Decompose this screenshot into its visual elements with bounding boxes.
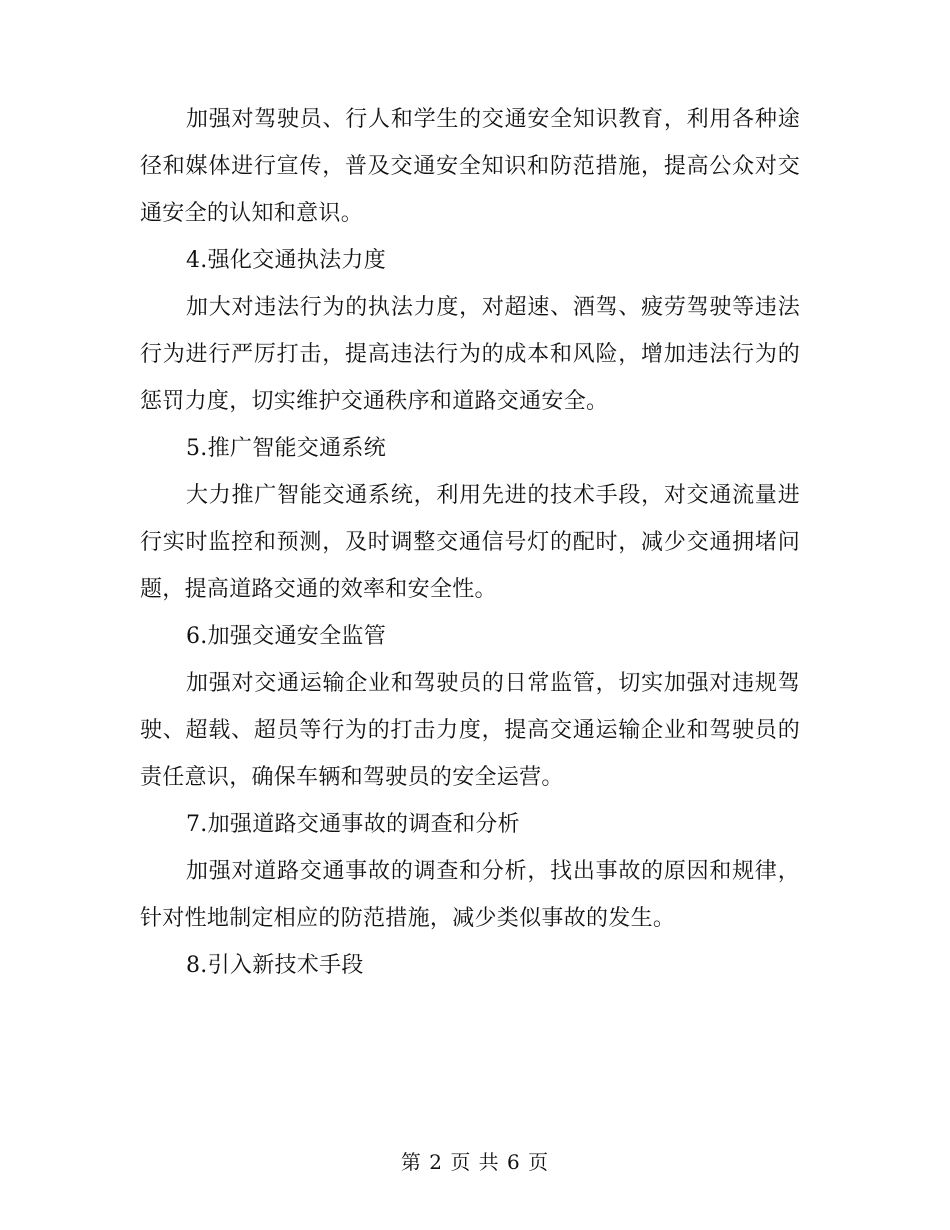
- section-heading-7: 7.加强道路交通事故的调查和分析: [186, 812, 520, 837]
- section-heading-8: 8.引入新技术手段: [186, 953, 364, 978]
- section-heading-5: 5.推广智能交通系统: [186, 436, 386, 461]
- paragraph-accident-analysis: 加强对道路交通事故的调查和分析，找出事故的原因和规律，针对性地制定相应的防范措施，减少类似事故的发生。: [140, 859, 800, 931]
- document-body: [140, 96, 800, 989]
- paragraph-enforcement: 加大对违法行为的执法力度，对超速、酒驾、疲劳驾驶等违法行为进行严厉打击，提高违法行为的成本和风险，增加违法行为的惩罚力度，切实维护交通秩序和道路交通安全。: [140, 295, 800, 414]
- paragraph-education: 加强对驾驶员、行人和学生的交通安全知识教育，利用各种途径和媒体进行宣传，普及交通安全知识和防范措施，提高公众对交通安全的认知和意识。: [140, 107, 800, 226]
- paragraph-supervision: 加强对交通运输企业和驾驶员的日常监管，切实加强对违规驾驶、超载、超员等行为的打击力度，提高交通运输企业和驾驶员的责任意识，确保车辆和驾驶员的安全运营。: [140, 671, 800, 790]
- page-number-footer: 第 2 页 共 6 页: [400, 1150, 550, 1174]
- section-heading-4: 4.强化交通执法力度: [186, 248, 386, 273]
- section-heading-6: 6.加强交通安全监管: [186, 624, 386, 649]
- paragraph-smart-traffic: 大力推广智能交通系统，利用先进的技术手段，对交通流量进行实时监控和预测，及时调整交通信号灯的配时，减少交通拥堵问题，提高道路交通的效率和安全性。: [140, 483, 800, 602]
